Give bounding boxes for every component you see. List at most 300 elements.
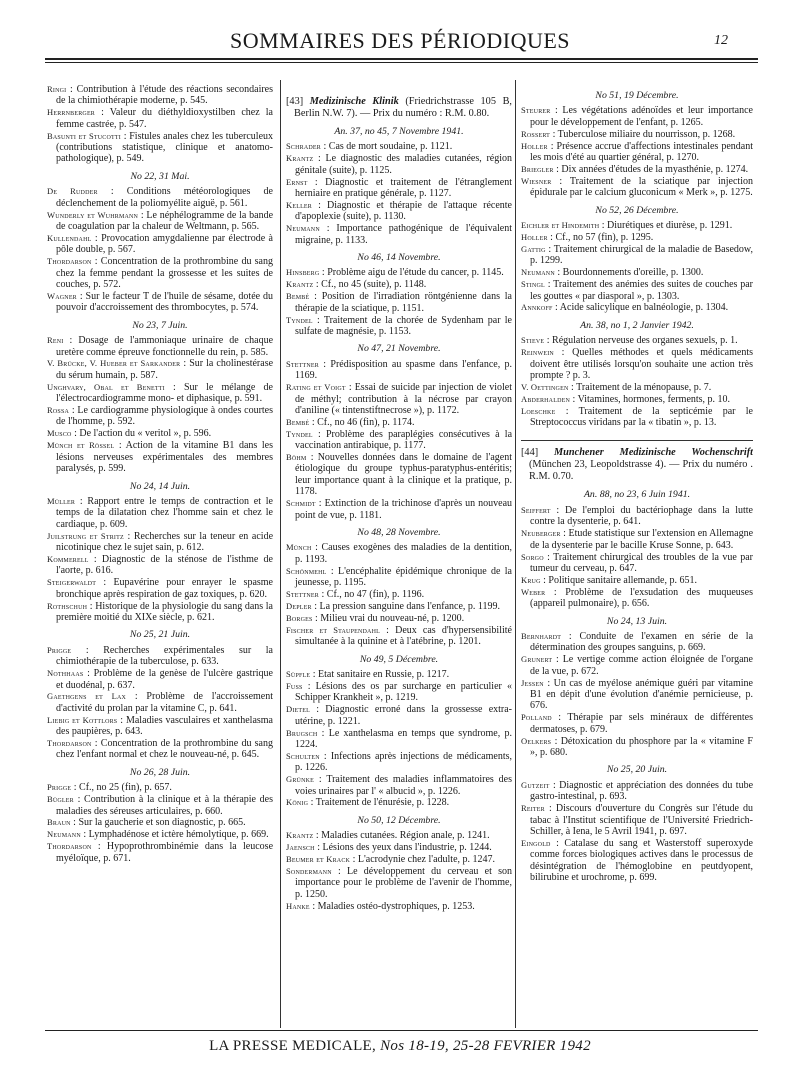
article-title: Etude statistique sur l'extension en Allemagne de la dysenterie par le bacille Kruse Sonne, p. 643.: [530, 528, 753, 551]
article-author: Grunert: [521, 654, 553, 665]
article-title: Sur la cholinestérase du sérum humain, p. 587.: [56, 358, 273, 381]
article-title: Recherches sur la teneur en acide nicotinique chez le sujet sain, p. 612.: [56, 530, 273, 554]
article-entry: Rossa : Le cardiogramme physiologique à ondes courtes de l'homme, p. 592.: [47, 405, 273, 428]
article-entry: Juilstrung et Stritz : Recherches sur la teneur en acide nicotinique chez le sujet sain, p. 612.: [47, 530, 273, 554]
article-title: Problème de l'accroissement d'activité du prolan par la vitamine C, p. 641.: [56, 691, 273, 714]
article-title: Conditions météorologiques de déclenchement de la poliomyélite aiguë, p. 561.: [56, 186, 273, 209]
article-entry: V. Brücke, V. Hueber et Sarkander : Sur la cholinestérase du sérum humain, p. 587.: [47, 358, 273, 381]
article-entry: Steigerwaldt : Eupavérine pour enrayer le spasme bronchique après respiration de gaz toxiques, p. 620.: [47, 577, 273, 600]
article-author: Grünke: [286, 774, 315, 785]
article-entry: Krug : Politique sanitaire allemande, p. 651.: [521, 574, 697, 586]
article-entry: Stettner : Prédisposition au spasme dans l'enfance, p. 1169.: [286, 358, 512, 382]
article-entry: Wiesner : Traitement de la sciatique par injection épidurale par le calcium gluconicum « Merk », p. 1275.: [521, 175, 753, 199]
article-author: Polland: [521, 712, 552, 723]
issue-heading: No 50, 12 Décembre.: [357, 814, 441, 826]
article-title: Causes exogènes des maladies de la dentition, p. 1193.: [295, 542, 512, 565]
article-author: Keller: [286, 199, 313, 210]
article-entry: Liebig et Kottlors : Maladies vasculaires et xanthelasma des paupières, p. 643.: [47, 714, 273, 738]
article-title: Tuberculose miliaire du nourrisson, p. 1268.: [557, 128, 736, 140]
article-author: Jaensch: [286, 842, 315, 853]
article-entry: Münch : Causes exogènes des maladies de la dentition, p. 1193.: [286, 542, 512, 565]
issue-heading: No 22, 31 Mai.: [130, 170, 190, 182]
article-title: Contribution à l'étude des réactions secondaires de la chimiothérapie moderne, p. 545.: [56, 84, 273, 107]
article-author: Annkoff: [521, 302, 553, 313]
article-entry: Münch et Rössel : Action de la vitamine B1 dans les lésions nerveuses expérimentales des membres paralysés, p. 599.: [47, 440, 273, 475]
article-entry: Schrader : Cas de mort soudaine, p. 1121.: [286, 141, 453, 153]
article-title: Milieu vrai du nouveau-né, p. 1200.: [320, 612, 465, 624]
article-entry: Sorgo : Traitement chirurgical des troubles de la vue par tumeur du cerveau, p. 647.: [521, 551, 753, 574]
article-author: Dietel: [286, 704, 310, 715]
article-entry: Prigge : Recherches expérimentales sur la chimiothérapie de la tuberculose, p. 633.: [47, 644, 273, 668]
article-entry: Bembé : Position de l'irradiation röntgénienne dans la thérapie de la sciatique, p. 1151.: [286, 291, 512, 314]
article-entry: Holler : Cf., no 57 (fin), p. 1295.: [521, 231, 654, 243]
article-author: Juilstrung et Stritz: [47, 530, 124, 541]
header-rule-thin: [45, 62, 758, 63]
column-right: [521, 84, 753, 1026]
article-author: Holler: [521, 140, 548, 151]
article-title: Traitement des maladies inflammatoires des voies urinaires par l' « albucid », p. 1226.: [295, 774, 512, 797]
article-title: Sur le facteur T de l'huile de sésame, dotée du pouvoir d'accroissement des thrombocytes, p. 574.: [56, 290, 273, 314]
issue-heading: No 23, 7 Juin.: [132, 319, 188, 331]
article-entry: Hinsberg : Problème aigu de l'étude du cancer, p. 1145.: [286, 267, 504, 279]
article-author: Krantz: [286, 830, 314, 841]
article-title: Valeur du diéthyldioxystilben chez la femme castrée, p. 547.: [56, 107, 273, 130]
article-entry: Seiffert : De l'emploi du bactériophage dans la lutte contre la dysenterie, p. 641.: [521, 504, 753, 528]
article-title: Maladies vasculaires et xanthelasma des paupières, p. 643.: [56, 714, 273, 738]
article-entry: Neuberger : Etude statistique sur l'extension en Allemagne de la dysenterie par le bacille Kruse Sonne, p. 643.: [521, 528, 753, 551]
article-title: Cf., no 47 (fin), p. 1196.: [326, 589, 425, 601]
article-author: Neumann: [286, 223, 320, 234]
article-entry: Sondermann : Le développement du cerveau et son importance pour le problème de l'avenir de l'homme, p. 1250.: [286, 865, 512, 900]
journal-name: Munchener Medizinische Wochenschrift: [554, 447, 753, 459]
article-entry: Herrnberger : Valeur du diéthyldioxystilben chez la femme castrée, p. 547.: [47, 107, 273, 130]
article-title: Discours d'ouverture du Congrès sur l'étude du tabac à l'Institut scientifique de l'Université Friedrich-Schiller, à Iena, le 5 Avril 1941, p. 697.: [530, 803, 753, 837]
article-entry: Jessen : Un cas de myélose anémique guéri par vitamine B1 en dépit d'une évolution d'anémie pernicieuse, p. 676.: [521, 677, 753, 712]
issue-heading: No 51, 19 Décembre.: [595, 90, 679, 101]
article-author: Rothschuh: [47, 600, 88, 611]
article-title: Le diagnostic des maladies cutanées, région génitale (suite), p. 1125.: [295, 153, 512, 176]
article-author: Reni: [47, 335, 64, 346]
article-title: Sur la gaucherie et son diagnostic, p. 665.: [78, 817, 246, 829]
article-entry: Neumann : Lymphadénose et ictère hémolytique, p. 669.: [47, 829, 269, 841]
article-entry: Braun : Sur la gaucherie et son diagnostic, p. 665.: [47, 817, 246, 829]
article-author: V. Oettingen: [521, 381, 569, 392]
article-author: Herrnberger: [47, 107, 96, 118]
article-title: Importance pathogénique de l'équivalent migraine, p. 1133.: [295, 223, 512, 246]
article-title: Problème de la genèse de l'ulcère gastrique et duodénal, p. 637.: [56, 668, 273, 691]
article-title: Provocation amygdalienne par électrode à pôle double, p. 567.: [56, 232, 273, 256]
article-author: Schrader: [286, 141, 321, 152]
journal-details: (München 23, Leopoldstrasse 4). — Prix du numéro . R.M. 0.70.: [529, 459, 753, 483]
article-entry: Wunderly et Wuhrmann : Le néphélogramme de la bande de coagulation par la chaleur de Weltmann, p. 565.: [47, 209, 273, 232]
issue-heading: No 25, 20 Juin.: [606, 764, 668, 776]
footer-journal-title: LA PRESSE MEDICALE,: [209, 1038, 377, 1054]
article-title: Catalase du sang et Wasterstoff superoxyde comme forces biologiques actives dans le processus de désintégration de l'hémoglobine en peutdyopent, bilirubine et urochrome, p. 699.: [530, 837, 753, 884]
issue-heading: No 52, 26 Décembre.: [595, 204, 679, 216]
article-entry: De Rudder : Conditions météorologiques de déclenchement de la poliomyélite aiguë, p. 561.: [47, 186, 273, 209]
issue-heading: No 24, 13 Juin.: [606, 615, 668, 627]
issue-heading: No 46, 14 Novembre.: [357, 252, 441, 264]
issue-heading: No 48, 28 Novembre.: [357, 527, 441, 538]
article-entry: Kommerell : Diagnostic de la sténose de l'isthme de l'aorte, p. 616.: [47, 553, 273, 577]
article-entry: Gattig : Traitement chirurgical de la maladie de Basedow, p. 1299.: [521, 243, 753, 267]
article-entry: Keller : Diagnostic et thérapie de l'attaque récente d'apoplexie (suite), p. 1130.: [286, 199, 512, 223]
article-title: Infections après injections de médicaments, p. 1226.: [295, 750, 512, 774]
article-author: Tyndel: [286, 314, 313, 325]
article-author: Abderhalden: [521, 393, 571, 404]
article-entry: Fischer et Staupendahl : Deux cas d'hypersensibilité simultanée à la quinine et à l'atébrine, p. 1201.: [286, 624, 512, 648]
article-entry: Krantz : Maladies cutanées. Région anale, p. 1241.: [286, 830, 490, 842]
journal-details: (Friedrichstrasse 105 B, Berlin N.W. 7). — Prix du numéro : R.M. 0.80.: [294, 96, 512, 119]
article-title: Cf., no 57 (fin), p. 1295.: [555, 231, 654, 243]
article-title: Problème aigu de l'étude du cancer, p. 1145.: [327, 267, 504, 279]
article-author: Liebig et Kottlors: [47, 714, 118, 725]
article-author: Beumer et Krack: [286, 854, 351, 865]
article-entry: Ringi : Contribution à l'étude des réactions secondaires de la chimiothérapie moderne, p. 545.: [47, 84, 273, 107]
article-entry: Schönmehl : L'encéphalite épidémique chronique de la jeunesse, p. 1195.: [286, 565, 512, 589]
article-entry: Unghvary, Obal et Benetti : Sur le mélange de l'électrocardiogramme mono- et diphasique, p. 591.: [47, 381, 273, 405]
article-entry: Stingl : Traitement des anémies des suites de couches par les gouttes « par diasporal », p. 1303.: [521, 279, 753, 302]
article-author: Münch et Rössel: [47, 440, 115, 451]
article-title: L'acrodynie chez l'adulte, p. 1247.: [357, 854, 496, 866]
article-title: De l'action du « veritol », p. 596.: [79, 428, 212, 440]
article-title: Bourdonnements d'oreille, p. 1300.: [562, 267, 704, 279]
article-title: Concentration de la prothrombine du sang chez l'enfant normal et chez le nouveau-né, p. 645.: [56, 738, 273, 761]
column-left: [47, 84, 273, 1026]
article-title: Traitement des anémies des suites de couches par les gouttes « par diasporal », p. 1303.: [530, 279, 753, 302]
article-title: Cf., no 45 (suite), p. 1148.: [321, 279, 427, 291]
article-entry: Prigge : Cf., no 25 (fin), p. 657.: [47, 782, 172, 794]
article-title: Contribution à la clinique et à la thérapie des maladies des séreuses articulaires, p. 660.: [56, 794, 273, 817]
article-author: Jessen: [521, 677, 544, 688]
article-author: Ringi: [47, 84, 67, 94]
article-title: Prédisposition au spasme dans l'enfance, p. 1169.: [295, 358, 512, 382]
article-author: Depler: [286, 600, 312, 611]
article-author: Kommerell: [47, 553, 89, 564]
article-entry: Thordarson : Concentration de la prothrombine du sang chez la femme pendant la grossesse et les suites de couches, p. 572.: [47, 256, 273, 290]
article-title: Etat sanitaire en Russie, p. 1217.: [318, 668, 450, 680]
article-entry: Neumann : Importance pathogénique de l'équivalent migraine, p. 1133.: [286, 223, 512, 246]
page-footer: [0, 1038, 800, 1055]
article-author: Basunti et Stucotti: [47, 130, 121, 141]
article-entry: Tyndel : Traitement de la chorée de Sydenham par le sulfate de magnésie, p. 1153.: [286, 314, 512, 337]
article-title: Cas de mort soudaine, p. 1121.: [328, 141, 453, 153]
article-entry: Borges : Milieu vrai du nouveau-né, p. 1200.: [286, 612, 465, 624]
article-title: Détoxication du phosphore par la « vitamine F », p. 680.: [530, 735, 753, 758]
article-entry: Loeschke : Traitement de la septicémie par le Streptococcus viridans par la « tibatin », p. 13.: [521, 405, 753, 429]
article-title: Traitement de la chorée de Sydenham par le sulfate de magnésie, p. 1153.: [295, 314, 512, 337]
header-rule: [45, 58, 758, 60]
article-title: Le xanthelasma en temps que syndrome, p. 1224.: [295, 727, 512, 750]
article-author: Stettner: [286, 589, 319, 600]
column-middle: [286, 94, 512, 1036]
article-author: Krantz: [286, 279, 314, 290]
article-entry: Thordarson : Concentration de la prothrombine du sang chez l'enfant normal et chez le nouveau-né, p. 645.: [47, 738, 273, 761]
article-author: Stingl: [521, 279, 545, 290]
article-entry: Oelkers : Détoxication du phosphore par la « vitamine F », p. 680.: [521, 735, 753, 758]
article-entry: Rothschuh : Historique de la physiologie du sang dans la première moitié du XIXe siècle, p. 621.: [47, 600, 273, 623]
article-author: Reinwein: [521, 347, 554, 358]
article-author: Rossert: [521, 128, 551, 139]
article-entry: Stettner : Cf., no 47 (fin), p. 1196.: [286, 589, 425, 601]
article-entry: Nothhaas : Problème de la genèse de l'ulcère gastrique et duodénal, p. 637.: [47, 668, 273, 691]
article-title: Cf., no 25 (fin), p. 657.: [79, 782, 172, 794]
article-title: Deux cas d'hypersensibilité simultanée à la quinine et à l'atébrine, p. 1201.: [295, 624, 512, 648]
article-title: Recherches expérimentales sur la chimiothérapie de la tuberculose, p. 633.: [56, 644, 273, 668]
article-title: Essai de suicide par injection de violet de méthyl; contribution à la nécrose par crayon d'aniline (« tintenstiftnecrose »), p. 1172.: [295, 382, 512, 416]
article-title: Le néphélogramme de la bande de coagulation par la chaleur de Weltmann, p. 565.: [56, 209, 273, 232]
article-author: Gutzeit: [521, 779, 550, 790]
article-title: De l'emploi du bactériophage dans la lutte contre la dysenterie, p. 641.: [530, 504, 753, 528]
article-entry: Tyndel : Problème des paraplégies consécutives à la vaccination antirabique, p. 1177.: [286, 428, 512, 452]
article-title: Concentration de la prothrombine du sang chez la femme pendant la grossesse et les suites de couches, p. 572.: [56, 256, 273, 290]
article-title: Présence accrue d'affections intestinales pendant les mois d'été au quartier général, p. 1270.: [530, 140, 753, 164]
article-author: Thordarson: [47, 738, 92, 749]
article-entry: Bernhardt : Conduite de l'examen en série de la détermination des groupes sanguins, p. 669.: [521, 630, 753, 654]
article-entry: Bembé : Cf., no 46 (fin), p. 1174.: [286, 416, 415, 428]
article-entry: Neumann : Bourdonnements d'oreille, p. 1300.: [521, 267, 704, 279]
article-entry: Briegler : Dix années d'études de la myasthénie, p. 1274.: [521, 163, 749, 175]
article-entry: Polland : Thérapie par sels minéraux de différentes dermatoses, p. 679.: [521, 712, 753, 735]
article-entry: Eichler et Hindemith : Diurétiques et diurèse, p. 1291.: [521, 220, 733, 232]
article-title: Diagnostic et traitement de l'étranglement herniaire en pratique générale, p. 1127.: [295, 176, 512, 200]
article-entry: Hanke : Maladies ostéo-dystrophiques, p. 1253.: [286, 900, 475, 912]
article-entry: Rossert : Tuberculose miliaire du nourrisson, p. 1268.: [521, 128, 736, 140]
article-author: Gaethgens et Lax: [47, 691, 127, 702]
issue-heading: No 26, 28 Juin.: [129, 766, 191, 778]
article-entry: Basunti et Stucotti : Fistules anales chez les tuberculeux (contributions statistique, clinique et anatomo-pathologique), p. 549.: [47, 130, 273, 165]
article-title: Eupavérine pour enrayer le spasme bronchique après respiration de gaz toxiques, p. 620.: [56, 577, 273, 600]
article-entry: Böhm : Nouvelles données dans le domaine de l'agent étiologique du groupe typhus-paratyphus-entéritis; leur importance quant à la clinique et la pratique, p. 1178.: [286, 452, 512, 498]
article-title: Diagnostic de la sténose de l'isthme de l'aorte, p. 616.: [56, 553, 273, 577]
article-entry: Krantz : Cf., no 45 (suite), p. 1148.: [286, 279, 427, 291]
article-author: Rating et Voigt: [286, 382, 346, 393]
article-title: Fistules anales chez les tuberculeux (contributions statistique, clinique et anatomo-pathologique), p. 549.: [56, 130, 273, 165]
journal-number: [43]: [286, 96, 304, 107]
article-entry: Süpfle : Etat sanitaire en Russie, p. 1217.: [286, 668, 450, 680]
article-title: Lésions des os par surcharge en particulier « Schipper Krankheit », p. 1219.: [295, 680, 512, 704]
article-author: Münch: [286, 542, 312, 553]
article-entry: Reni : Dosage de l'ammoniaque urinaire de chaque uretère comme épreuve fonctionnelle du rein, p. 585.: [47, 335, 273, 358]
article-author: König: [286, 797, 309, 808]
article-title: La pression sanguine dans l'enfance, p. 1199.: [319, 600, 501, 612]
issue-heading: An. 38, no 1, 2 Janvier 1942.: [580, 319, 694, 331]
article-entry: Ernst : Diagnostic et traitement de l'étranglement herniaire en pratique générale, p. 1127.: [286, 176, 512, 200]
article-entry: Eingold : Catalase du sang et Wasterstoff superoxyde comme forces biologiques actives dans le processus de désintégration de l'hémoglobine en peutdyopent, bilirubine et urochrome, p. 699.: [521, 837, 753, 884]
article-author: Wunderly et Wuhrmann: [47, 209, 139, 220]
article-author: Bernhardt: [521, 630, 562, 641]
article-author: Schulten: [286, 750, 320, 761]
article-author: Eichler et Hindemith: [521, 220, 600, 231]
article-author: Stieve: [521, 335, 545, 346]
column-divider: [280, 80, 281, 1028]
article-author: Borges: [286, 612, 313, 623]
article-author: Stettner: [286, 358, 319, 369]
article-author: Reiter: [521, 803, 545, 814]
article-entry: Bügler : Contribution à la clinique et à la thérapie des maladies des séreuses articulaires, p. 660.: [47, 794, 273, 817]
article-author: Wiesner: [521, 175, 552, 186]
article-title: Thérapie par sels minéraux de différentes dermatoses, p. 679.: [530, 712, 753, 735]
article-author: Thordarson: [47, 841, 92, 852]
article-entry: Krantz : Le diagnostic des maladies cutanées, région génitale (suite), p. 1125.: [286, 153, 512, 176]
article-title: Nouvelles données dans le domaine de l'agent étiologique du groupe typhus-paratyphus-entéritis; leur importance quant à la clinique et la pratique, p. 1178.: [295, 452, 512, 498]
article-author: Seiffert: [521, 504, 551, 515]
article-title: Problème de l'exsudation des muqueuses (appareil pulmonaire), p. 656.: [530, 586, 753, 610]
article-title: Le développement du cerveau et son importance pour le problème de l'avenir de l'homme, p. 1250.: [295, 865, 512, 900]
article-entry: Reiter : Discours d'ouverture du Congrès sur l'étude du tabac à l'Institut scientifique de l'Université Friedrich-Schiller, à Iena, le 5 Avril 1941, p. 697.: [521, 803, 753, 837]
article-title: Conduite de l'examen en série de la détermination des groupes sanguins, p. 669.: [530, 630, 753, 654]
article-entry: Wagner : Sur le facteur T de l'huile de sésame, dotée du pouvoir d'accroissement des thrombocytes, p. 574.: [47, 290, 273, 314]
article-author: Wagner: [47, 290, 77, 301]
article-author: Briegler: [521, 163, 554, 174]
article-title: Cf., no 46 (fin), p. 1174.: [317, 416, 415, 428]
article-entry: Jaensch : Lésions des yeux dans l'industrie, p. 1244.: [286, 842, 492, 854]
article-entry: Musco : De l'action du « veritol », p. 596.: [47, 428, 212, 440]
article-entry: Grünke : Traitement des maladies inflammatoires des voies urinaires par l' « albucid », p. 1226.: [286, 774, 512, 797]
article-title: Maladies ostéo-dystrophiques, p. 1253.: [317, 900, 475, 912]
journal-number: [44]: [521, 447, 539, 459]
article-title: Traitement de l'énurésie, p. 1228.: [315, 797, 450, 809]
article-title: Traitement de la ménopause, p. 7.: [576, 381, 712, 393]
article-entry: Schulten : Infections après injections de médicaments, p. 1226.: [286, 750, 512, 774]
article-author: Neumann: [47, 829, 81, 840]
issue-heading: No 25, 21 Juin.: [129, 629, 191, 641]
article-author: Steigerwaldt: [47, 577, 97, 588]
article-author: Süpfle: [286, 668, 311, 679]
article-author: Ernst: [286, 176, 308, 187]
article-entry: Weber : Problème de l'exsudation des muqueuses (appareil pulmonaire), p. 656.: [521, 586, 753, 610]
issue-heading: An. 88, no 23, 6 Juin 1941.: [583, 489, 691, 501]
article-entry: V. Oettingen : Traitement de la ménopause, p. 7.: [521, 381, 712, 393]
article-author: Neumann: [521, 267, 555, 278]
article-title: Maladies cutanées. Région anale, p. 1241.: [321, 830, 490, 842]
article-title: Traitement chirurgical des troubles de la vue par tumeur du cerveau, p. 647.: [530, 551, 753, 574]
journal-heading: [521, 447, 753, 483]
article-title: Diagnostic et thérapie de l'attaque récente d'apoplexie (suite), p. 1130.: [295, 199, 512, 223]
article-author: Hanke: [286, 900, 310, 911]
article-author: Bembé: [286, 291, 310, 302]
article-title: Lymphadénose et ictère hémolytique, p. 669.: [88, 829, 269, 841]
article-title: Traitement de la septicémie par le Streptococcus viridans par la « tibatin », p. 13.: [530, 405, 753, 429]
article-author: Fuss: [286, 680, 303, 691]
article-title: Dosage de l'ammoniaque urinaire de chaque uretère comme épreuve fonctionnelle du rein, p. 585.: [56, 335, 273, 358]
journal-name: Medizinische Klinik: [309, 96, 399, 107]
article-author: Krug: [521, 574, 541, 585]
article-title: Le cardiogramme physiologique à ondes courtes de l'homme, p. 592.: [56, 405, 273, 428]
article-entry: Dietel : Diagnostic erroné dans la grossesse extra-utérine, p. 1221.: [286, 704, 512, 727]
article-entry: Schmidt : Extinction de la trichinose d'après un nouveau point de vue, p. 1181.: [286, 498, 512, 521]
issue-heading: No 24, 14 Juin.: [129, 480, 191, 492]
issue-heading: No 47, 21 Novembre.: [357, 343, 441, 355]
article-title: Vitamines, hormones, ferments, p. 10.: [577, 393, 731, 405]
article-title: Lésions des yeux dans l'industrie, p. 1244.: [322, 842, 492, 854]
article-entry: Steurer : Les végétations adénoïdes et leur importance pour le développement de l'enfant, p. 1265.: [521, 105, 753, 128]
article-title: Régulation nerveuse des organes sexuels, p. 1.: [552, 335, 738, 347]
article-entry: Grunert : Le vertige comme action éloignée de l'organe de la vue, p. 672.: [521, 654, 753, 677]
article-entry: Fuss : Lésions des os par surcharge en particulier « Schipper Krankheit », p. 1219.: [286, 680, 512, 704]
article-title: Action de la vitamine B1 dans les lésions nerveuses expérimentales des membres paralysés, p. 599.: [56, 440, 273, 475]
issue-heading: No 49, 5 Décembre.: [359, 653, 439, 665]
article-author: Sorgo: [521, 551, 544, 562]
issue-heading: An. 37, no 45, 7 Novembre 1941.: [334, 126, 464, 137]
article-author: Müller: [47, 495, 76, 506]
article-title: Problème des paraplégies consécutives à la vaccination antirabique, p. 1177.: [295, 428, 512, 452]
journal-heading: [286, 96, 512, 120]
article-entry: Stieve : Régulation nerveuse des organes sexuels, p. 1.: [521, 335, 738, 347]
article-title: Position de l'irradiation röntgénienne dans la thérapie de la sciatique, p. 1151.: [295, 291, 512, 314]
article-author: Steurer: [521, 105, 551, 116]
article-author: Hinsberg: [286, 267, 320, 278]
article-title: Un cas de myélose anémique guéri par vitamine B1 en dépit d'une évolution d'anémie pernicieuse, p. 676.: [530, 677, 753, 712]
article-author: Bügler: [47, 794, 74, 805]
article-author: Fischer et Staupendahl: [286, 624, 380, 635]
article-author: De Rudder: [47, 186, 98, 197]
article-author: Holler: [521, 231, 548, 242]
article-author: Weber: [521, 586, 546, 597]
article-entry: Abderhalden : Vitamines, hormones, ferments, p. 10.: [521, 393, 731, 405]
article-author: Loeschke: [521, 405, 556, 416]
article-entry: Holler : Présence accrue d'affections intestinales pendant les mois d'été au quartier général, p. 1270.: [521, 140, 753, 164]
article-author: Schönmehl: [286, 565, 327, 576]
article-author: Böhm: [286, 452, 307, 463]
article-entry: Depler : La pression sanguine dans l'enfance, p. 1199.: [286, 600, 501, 612]
article-author: Nothhaas: [47, 668, 84, 679]
article-entry: König : Traitement de l'énurésie, p. 1228.: [286, 797, 450, 809]
article-title: Diagnostic erroné dans la grossesse extra-utérine, p. 1221.: [295, 704, 512, 727]
article-author: Braun: [47, 817, 71, 828]
article-author: V. Brücke, V. Hueber et Sarkander: [47, 358, 181, 369]
article-entry: Thordarson : Hypoprothrombinémie dans la leucose myéloïque, p. 671.: [47, 841, 273, 864]
article-title: Diagnostic et appréciation des données du tube gastro-intestinal, p. 693.: [530, 779, 753, 803]
article-title: Rapport entre le temps de contraction et le temps de la dilatation chez l'homme sain et chez le cardiaque, p. 609.: [56, 495, 273, 530]
article-author: Thordarson: [47, 256, 92, 267]
article-entry: Müller : Rapport entre le temps de contraction et le temps de la dilatation chez l'homme sain et chez le cardiaque, p. 609.: [47, 495, 273, 530]
article-author: Neuberger: [521, 528, 561, 539]
article-author: Musco: [47, 428, 72, 439]
article-author: Unghvary, Obal et Benetti: [47, 381, 165, 392]
article-author: Oelkers: [521, 735, 552, 746]
article-title: Hypoprothrombinémie dans la leucose myéloïque, p. 671.: [56, 841, 273, 864]
article-title: Sur le mélange de l'électrocardiogramme mono- et diphasique, p. 591.: [56, 381, 273, 405]
article-author: Gattig: [521, 243, 546, 254]
article-title: Les végétations adénoïdes et leur importance pour le développement de l'enfant, p. 1265.: [530, 105, 753, 128]
article-entry: Rating et Voigt : Essai de suicide par injection de violet de méthyl; contribution à la nécrose par crayon d'aniline (« tintenstiftnecrose »), p. 1172.: [286, 382, 512, 416]
column-divider: [515, 80, 516, 1028]
page-title: SOMMAIRES DES PÉRIODIQUES: [229, 28, 571, 53]
article-entry: Annkoff : Acide salicylique en balnéologie, p. 1304.: [521, 302, 729, 314]
article-author: Prigge: [47, 782, 72, 793]
article-entry: Beumer et Krack : L'acrodynie chez l'adulte, p. 1247.: [286, 854, 496, 866]
article-title: Dix années d'études de la myasthénie, p. 1274.: [561, 163, 749, 175]
article-title: Diurétiques et diurèse, p. 1291.: [607, 220, 733, 232]
article-author: Prigge: [47, 644, 72, 655]
article-title: Politique sanitaire allemande, p. 651.: [548, 574, 697, 586]
article-entry: Reinwein : Quelles méthodes et quels médicaments doivent être utilisés lorsqu'on souhaite une action très prompte ? p. 3.: [521, 347, 753, 381]
article-author: Bembé: [286, 416, 310, 427]
footer-rule: [45, 1030, 758, 1031]
article-title: Le vertige comme action éloignée de l'organe de la vue, p. 672.: [530, 654, 753, 677]
article-title: L'encéphalite épidémique chronique de la jeunesse, p. 1195.: [295, 565, 512, 589]
article-title: Quelles méthodes et quels médicaments doivent être utilisés lorsqu'on souhaite une action très prompte ? p. 3.: [530, 347, 753, 381]
article-author: Sondermann: [286, 865, 332, 876]
page-number: 12: [714, 33, 728, 48]
section-rule: [521, 440, 753, 441]
article-title: Traitement de la sciatique par injection épidurale par le calcium gluconicum « Merk », p. 1275.: [530, 175, 753, 199]
article-author: Krantz: [286, 153, 314, 164]
article-author: Brugsch: [286, 727, 318, 738]
article-author: Schmidt: [286, 498, 316, 509]
article-author: Rossa: [47, 405, 70, 416]
